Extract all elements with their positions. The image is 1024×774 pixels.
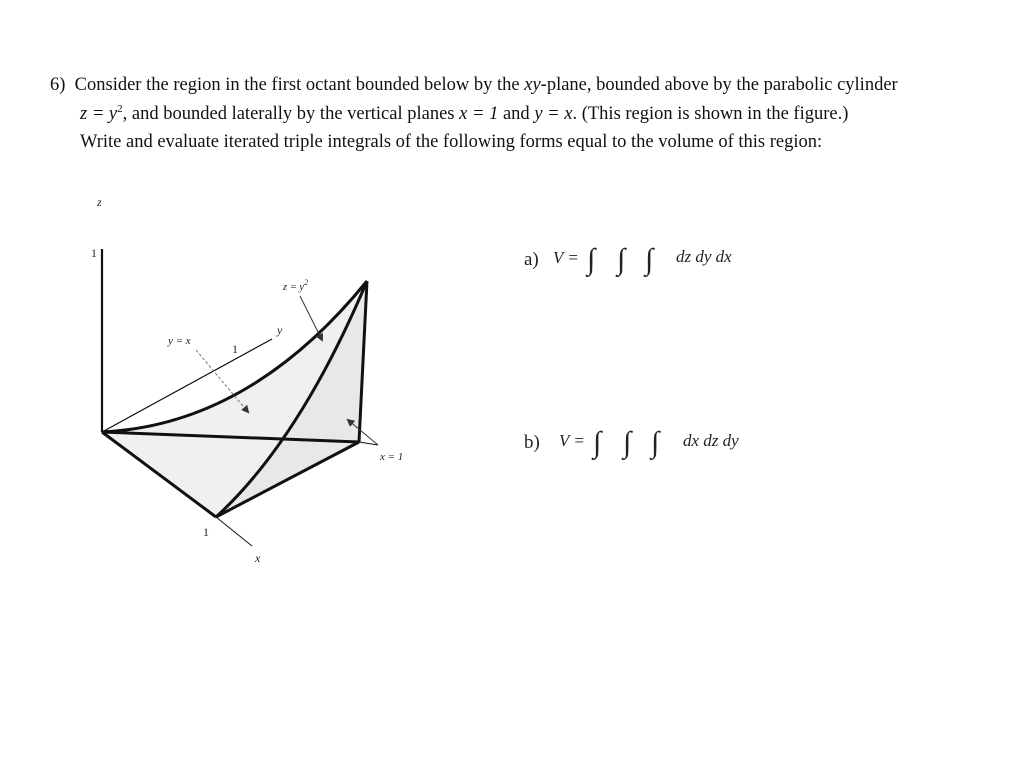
part-b-label: b) — [524, 432, 540, 453]
part-a-integral-3: ∫ — [645, 243, 654, 276]
diag-eq-label: y = x — [168, 335, 191, 347]
line1-text-b: -plane, bounded above by the parabolic cylinder — [540, 75, 898, 95]
x-tick-label: 1 — [203, 525, 209, 539]
y-axis-label: y — [277, 323, 283, 337]
part-a — [524, 243, 732, 278]
part-a-label: a) — [524, 249, 539, 270]
part-b — [524, 426, 739, 461]
line2-and: and — [498, 103, 535, 124]
line1-text-a: Consider the region in the first octant bounded below by the — [74, 75, 525, 95]
z-axis-label: z — [97, 195, 102, 209]
surface-exponent: 2 — [117, 102, 123, 115]
plane-eq-label: x = 1 — [380, 451, 404, 463]
part-a-integral-2: ∫ — [617, 243, 626, 276]
line2-text-a: , and bounded laterally by the vertical planes — [122, 103, 460, 124]
part-b-lhs: V = — [559, 431, 585, 450]
part-b-differentials: dx dz dy — [683, 431, 739, 450]
x-axis-tail — [216, 517, 252, 546]
z-tick-label: 1 — [91, 246, 97, 260]
part-a-lhs: V = — [553, 248, 579, 267]
part-b-integral-1: ∫ — [593, 426, 602, 459]
y-tick-label: 1 — [232, 342, 238, 356]
part-b-integral-2: ∫ — [623, 426, 632, 459]
x-axis-label: x — [255, 551, 261, 565]
problem-line-3: Write and evaluate iterated triple integrals of the following forms equal to the volume of this region: — [80, 132, 823, 152]
plane-y-equals-x: y = x — [534, 103, 573, 124]
part-a-integral-1: ∫ — [587, 243, 596, 276]
surface-eq-label: $z = y^2$ — [283, 278, 309, 293]
xy-plane-symbol: xy — [524, 75, 541, 95]
line2-text-b: . (This region is shown in the figure.) — [572, 103, 849, 124]
surface-equation: z = y — [80, 103, 118, 124]
part-b-integral-3: ∫ — [651, 426, 660, 459]
problem-number: 6) — [50, 75, 66, 95]
surface-label-arrow — [300, 296, 322, 340]
plane-x-equals-1: x = 1 — [459, 103, 499, 124]
part-a-differentials: dz dy dx — [676, 247, 732, 266]
